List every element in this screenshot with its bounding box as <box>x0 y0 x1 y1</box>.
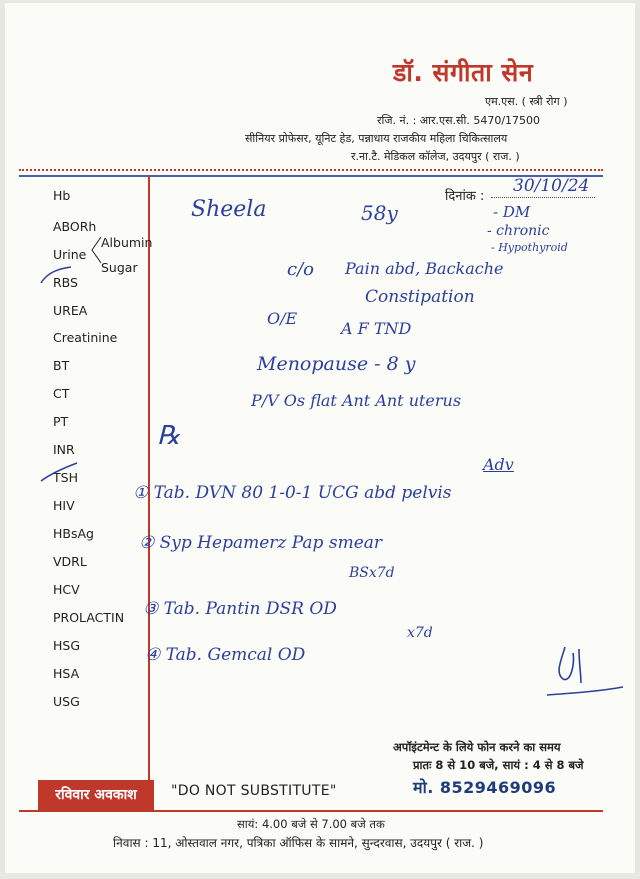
history-line: - chronic <box>487 223 550 239</box>
test-item: Hb <box>53 188 71 203</box>
urine-sugar: Sugar <box>101 260 138 275</box>
oe-label: O/E <box>267 309 298 328</box>
test-item: HSA <box>53 666 80 681</box>
test-item: BT <box>53 358 70 373</box>
doctor-signature <box>545 643 625 703</box>
mobile-number: मो. 8529469096 <box>413 778 557 797</box>
do-not-substitute: "DO NOT SUBSTITUTE" <box>171 783 337 799</box>
designation: सीनियर प्रोफेसर, यूनिट हेड, पन्नाधाय राजकीय महिला चिकित्सालय <box>245 132 508 145</box>
sunday-holiday-badge: रविवार अवकाश <box>38 780 154 810</box>
test-item: Urine <box>53 247 87 262</box>
history-line: - Hypothyroid <box>491 241 568 254</box>
test-item: Creatinine <box>53 330 118 345</box>
patient-age: 58y <box>361 201 398 225</box>
complaint-label: c/o <box>287 259 314 280</box>
complaint: Constipation <box>365 287 475 307</box>
header-divider-dotted <box>19 169 603 171</box>
test-item: HBsAg <box>53 526 94 541</box>
test-item: HSG <box>53 638 81 653</box>
rx-symbol: ℞ <box>157 421 181 451</box>
rbs-tick-mark <box>39 265 73 287</box>
test-item: RBS <box>53 275 78 290</box>
date-dotted-line <box>491 197 595 198</box>
menopause-note: Menopause - 8 y <box>257 353 416 375</box>
prescription-page <box>5 3 635 873</box>
college: र.ना.टै. मेडिकल कॉलेज, उदयपुर ( राज. ) <box>351 150 520 163</box>
complaint: Pain abd, Backache <box>345 259 504 278</box>
date-label: दिनांक : <box>445 189 485 204</box>
appointment-time: प्रातः 8 से 10 बजे, सायं : 4 से 8 बजे <box>413 758 584 772</box>
date-value: 30/10/24 <box>513 176 590 196</box>
evening-hours: सायं: 4.00 बजे से 7.00 बजे तक <box>237 817 385 831</box>
test-item: INR <box>53 442 75 457</box>
test-item: TSH <box>53 470 78 485</box>
medicine-line: ① Tab. DVN 80 1-0-1 UCG abd pelvis <box>133 483 452 503</box>
residence-address: निवास : 11, ओस्तवाल नगर, पत्रिका ऑफिस के सामने, सुन्दरवास, उदयपुर ( राज. ) <box>113 836 484 850</box>
test-item: CT <box>53 386 70 401</box>
test-item: VDRL <box>53 554 87 569</box>
footer-divider <box>19 810 603 812</box>
registration-number: रजि. नं. : आर.एस.सी. 5470/17500 <box>377 114 541 127</box>
medicine-duration: x7d <box>407 625 433 641</box>
test-item: ABORh <box>53 219 97 234</box>
doctor-name: डॉ. संगीता सेन <box>393 58 534 87</box>
urine-albumin: Albumin <box>101 235 153 250</box>
advice-label: Adv <box>483 455 514 474</box>
tsh-tick-mark <box>39 461 79 485</box>
qualification: एम.एस. ( स्त्री रोग ) <box>485 95 568 108</box>
medicine-line: ③ Tab. Pantin DSR OD <box>143 599 337 619</box>
test-item: PROLACTIN <box>53 610 125 625</box>
medicine-duration: BSx7d <box>349 565 395 581</box>
oe-value: A F TND <box>341 319 412 338</box>
patient-name: Sheela <box>191 197 267 222</box>
test-item: HCV <box>53 582 80 597</box>
medicine-line: ④ Tab. Gemcal OD <box>145 645 306 665</box>
test-item: USG <box>53 694 80 709</box>
pv-exam: P/V Os flat Ant Ant uterus <box>251 391 462 410</box>
test-item: PT <box>53 414 69 429</box>
appointment-title: अपॉइंटमेन्ट के लिये फोन करने का समय <box>393 740 561 754</box>
test-item: UREA <box>53 303 88 318</box>
test-item: HIV <box>53 498 75 513</box>
history-line: - DM <box>493 203 531 221</box>
medicine-line: ② Syp Hepamerz Pap smear <box>139 533 383 553</box>
